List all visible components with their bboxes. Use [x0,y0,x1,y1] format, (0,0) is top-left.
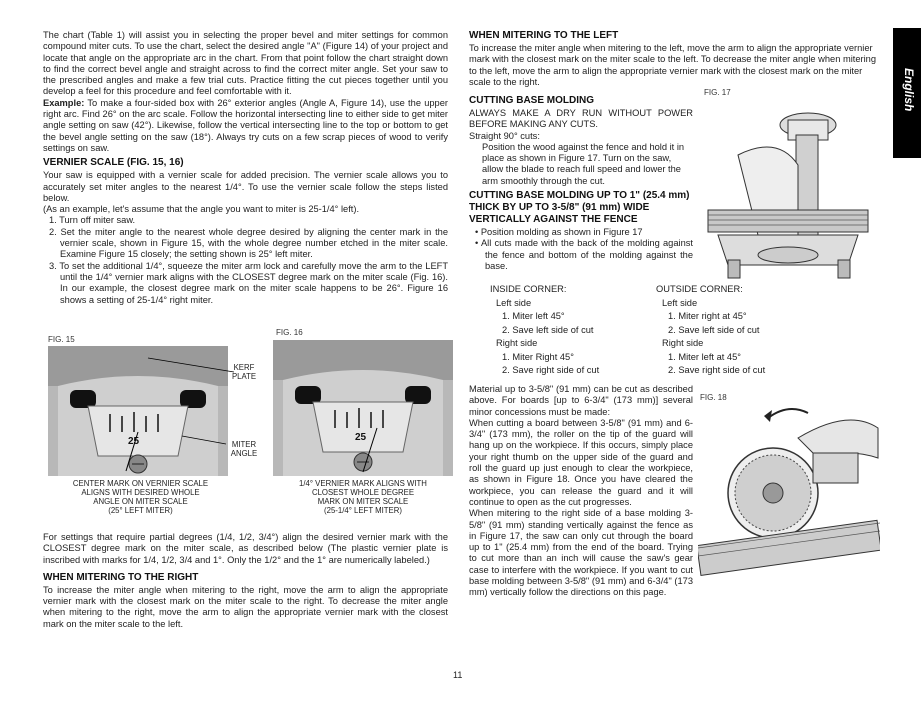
miter-angle-label: MITER ANGLE [230,440,258,458]
fig17-saw-image [698,95,878,280]
outside-left-1: 1. Miter right at 45° [668,311,747,321]
left-column-lower [43,532,448,630]
inside-right-side: Right side [496,338,538,348]
straight-cuts-label: Straight 90° cuts: [469,130,540,141]
fig16-vernier-image [273,340,453,476]
right-column [469,30,879,88]
fig15-dial-number: 25 [128,436,140,447]
intro-paragraph: The chart (Table 1) will assist you in selecting the proper bevel and miter settings for common compound miter cuts. To use the chart, select the desired angle "A" (Figure 14) of your project and locate that angle on the appropriate arc in the chart. From that point follow the chart straight down to find the correct bevel angle and straight across to find the correct miter angle. Set your saw to the prescribed angles and make a few trial cuts. Practice fitting the cut pieces together until you develop a feel for this procedure and feel comfortable with it. [43,30,448,97]
kerf-plate-label: KERF PLATE [231,363,257,381]
step-2: 2. Set the miter angle to the nearest whole degree desired by aligning the center mark in the vernier scale, shown in Figure 15, with the whole degree number etched in the miter scale. Examine Figure 15 closely; the setting shown is 25° left miter. [49,226,448,260]
mitering-right-heading: WHEN MITERING TO THE RIGHT [43,571,199,583]
example-text: To make a four-sided box with 26° exterior angles (Angle A, Figure 14), use the upper right arc. Find 26° on the arc scale. Follow the horizontal intersecting line to either side to get miter angle setting on saw (42°). Likewise, follow the vertical intersecting line to the top or bottom to get the bevel angle setting on the saw (18°). Always try cuts on a few scrap pieces of wood to verify settings on saw. [43,97,448,153]
step-3: 3. To set the additional 1/4°, squeeze the miter arm lock and carefully move the arm to the LEFT until the 1/4° vernier mark aligns with the CLOSEST degree mark on the miter scale (Fig. 16). In our example, the closest degree mark on the miter scale happens to be 26°. Figure 16 shows a setting of 25-1/4° right miter. [49,260,448,305]
left-column [43,30,448,306]
dry-run-warning: ALWAYS MAKE A DRY RUN WITHOUT POWER BEFORE MAKING ANY CUTS. [469,108,693,130]
bullet-cuts: • All cuts made with the back of the molding against the fence and bottom of the molding against the base. [475,238,693,271]
example-note: (As an example, let's assume that the angle you want to miter is 25-1/4° left). [43,204,360,215]
straight-cuts-text: Position the wood against the fence and hold it in place as shown in Figure 17. Turn on the saw, allow the blade to reach full speed and lower the arm smoothly through the cut. [482,141,685,186]
language-tab [893,28,921,158]
fig16-caption: 1/4° VERNIER MARK ALIGNS WITH CLOSEST WHOLE DEGREE MARK ON MITER SCALE (25-1/4° LEFT MITER) [299,479,427,515]
inside-left-1: 1. Miter left 45° [502,311,565,321]
example-label: Example: [43,97,85,108]
inside-left-side: Left side [496,297,532,308]
fig15-label: FIG. 15 [48,335,75,344]
vertical-molding-heading: CUTTING BASE MOLDING UP TO 1" (25.4 mm) THICK BY UP TO 3-5/8" (91 mm) WIDE VERTICALLY AGAINST THE FENCE [469,190,690,226]
fig16-label: FIG. 16 [276,328,303,337]
mitering-left-paragraph: To increase the miter angle when mitering to the left, move the arm to align the appropriate vernier mark with the closest mark on the miter scale to the left. To decrease the miter angle when mitering to the left, move the arm to align the appropriate vernier mark with the closest mark on the miter scale to the right. [469,43,877,87]
step-1: 1. Turn off miter saw. [49,215,136,226]
material-paragraph: Material up to 3-5/8" (91 mm) can be cut as described above. For boards [up to 6-3/4" (173 mm)] several minor concessions must be made: [469,384,693,417]
inside-left-2: 2. Save left side of cut [502,324,594,335]
base-molding-section [469,95,693,272]
vernier-heading: VERNIER SCALE (FIG. 15, 16) [43,157,184,169]
mitering-molding-paragraph: When mitering to the right side of a base molding 3-5/8" (91 mm) standing vertically against the fence as in Figure 17, the saw can only cut through the board up to 1" (25.4 mm) from the end of the board. Trying to cut more than an inch will cause the saw's gear case to interfere with the workpiece. If you want to cut base molding between 3-5/8" (91 mm) and 6-3/4" (173 mm) vertically follow the directions on this page. [469,508,693,598]
base-molding-heading: CUTTING BASE MOLDING [469,95,594,106]
inside-right-1: 1. Miter Right 45° [502,351,574,362]
inside-corner-block [490,283,660,378]
outside-corner-title: OUTSIDE CORNER: [656,284,743,294]
example-paragraph [43,98,448,154]
partial-degrees-paragraph: For settings that require partial degrees (1/4, 1/2, 3/4°) align the desired vernier mark with the CLOSEST degree mark on the miter scale, as described below (The plastic vernier plate is inscribed with marks for 1/4, 1/2, 3/4 and 1°. Only the 1/2° and the 1° are numerically labeled.) [43,532,448,565]
vernier-paragraph: Your saw is equipped with a vernier scale for added precision. The vernier scale allows you to accurately set miter angles to the nearest 1/4°. To use the vernier scale follow the steps listed below. [43,170,448,203]
language-tab-label: English [902,68,916,112]
fig18-label: FIG. 18 [700,393,727,402]
page-number: 11 [453,670,463,680]
outside-right-2: 2. Save right side of cut [668,365,766,375]
outside-right-1: 1. Miter left at 45° [668,351,741,362]
bullet-position: • Position molding as shown in Figure 17 [475,227,643,238]
fig17-label: FIG. 17 [704,88,731,97]
mitering-left-heading: WHEN MITERING TO THE LEFT [469,30,619,41]
inside-right-2: 2. Save right side of cut [502,365,600,375]
fig18-guard-image [698,398,880,578]
inside-corner-title: INSIDE CORNER: [490,284,567,294]
wide-board-section [469,384,693,599]
outside-corner-block [656,283,826,378]
guard-paragraph: When cutting a board between 3-5/8" (91 mm) and 6-3/4" (173 mm), the roller on the tip of the guard will hang up on the workpiece. If this occurs, simply place your right thumb on the upper side of the guard and roll the guard up just enough to clear the workpiece, as shown in Figure 18. Once you have cleared the workpiece, you can release the guard and it will continue to open as the cut progresses. [469,417,693,507]
kerf-plate-leader [140,352,240,382]
outside-left-2: 2. Save left side of cut [668,324,760,335]
outside-left-side: Left side [662,297,698,308]
miter-angle-leader [180,432,230,452]
outside-right-side: Right side [662,338,704,348]
fig15-caption: CENTER MARK ON VERNIER SCALE ALIGNS WITH DESIRED WHOLE ANGLE ON MITER SCALE (25° LEFT MITER) [72,479,209,515]
mitering-right-paragraph: To increase the miter angle when mitering to the right, move the arm to align the appropriate vernier mark with the closest mark on the miter scale to the right. To decrease the miter angle when mitering to the right, move the arm to align the appropriate vernier mark with the closest mark on the miter scale to the left. [43,584,448,629]
fig16-dial-number: 25 [355,432,367,443]
